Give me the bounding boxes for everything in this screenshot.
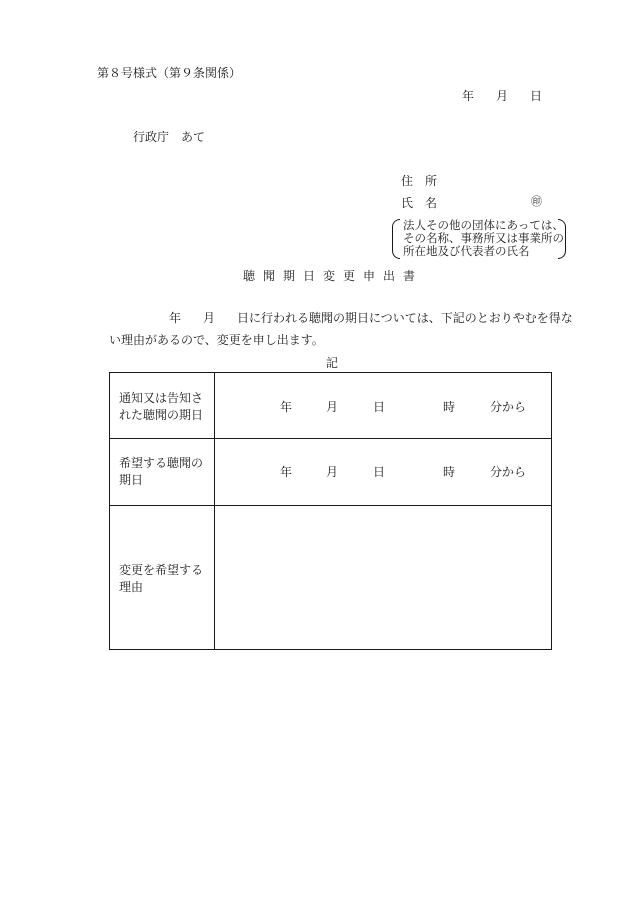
left-bracket [392, 219, 400, 259]
date-year-label: 年 [461, 89, 474, 103]
row-label-line: 期日 [119, 473, 144, 487]
year-field[interactable]: 年 [280, 400, 293, 414]
row-label-line: 理由 [119, 580, 144, 594]
month-field[interactable]: 月 [326, 400, 339, 414]
form-number: 第８号様式（第９条関係） [97, 66, 242, 80]
address-label: 住 所 [401, 174, 438, 188]
day-field[interactable]: 日 [373, 400, 386, 414]
body-paragraph-line1 [169, 312, 573, 324]
table-row [110, 373, 551, 439]
document-title: 聴聞期日変更申出書 [243, 269, 424, 283]
minute-field[interactable]: 分から [490, 400, 527, 414]
row-label [119, 455, 203, 489]
month-field[interactable]: 月 [326, 465, 339, 479]
row-label-line: 変更を希望する [119, 563, 204, 577]
date-month-label: 月 [495, 89, 508, 103]
body-paragraph-line2: い理由があるので、変更を申し出ます。 [109, 333, 324, 347]
year-field[interactable]: 年 [280, 465, 293, 479]
row-label-line: 希望する聴聞の [119, 456, 204, 470]
note-line: 所在地及び代表者の氏名 [403, 244, 530, 258]
body-month: 月 [203, 311, 216, 325]
date-day-label: 日 [529, 89, 542, 103]
ki-heading: 記 [326, 356, 339, 370]
row-label-line: 通知又は告知さ [119, 391, 204, 405]
row-label-line: れた聴聞の期日 [119, 408, 204, 422]
right-bracket [558, 219, 566, 259]
corporate-note [392, 219, 566, 259]
note-line: その名称、事務所又は事業所の [403, 231, 564, 245]
seal-mark: ㊞ [531, 195, 542, 208]
date-line [462, 90, 542, 102]
row-label [119, 390, 203, 424]
hour-field[interactable]: 時 [443, 400, 456, 414]
minute-field[interactable]: 分から [490, 465, 527, 479]
addressee: 行政庁 あて [133, 130, 206, 144]
name-label: 氏 名 [401, 196, 438, 210]
body-year: 年 [169, 311, 182, 325]
table-row [110, 439, 551, 506]
row-label [119, 562, 203, 596]
table-divider [214, 373, 215, 649]
note-line: 法人その他の団体にあっては、 [403, 218, 564, 232]
hearing-date-table [109, 372, 552, 650]
body-text: 日に行われる聴聞の期日については、下記のとおりやむを得な [237, 311, 573, 325]
day-field[interactable]: 日 [373, 465, 386, 479]
table-row [110, 506, 551, 649]
hour-field[interactable]: 時 [443, 465, 456, 479]
